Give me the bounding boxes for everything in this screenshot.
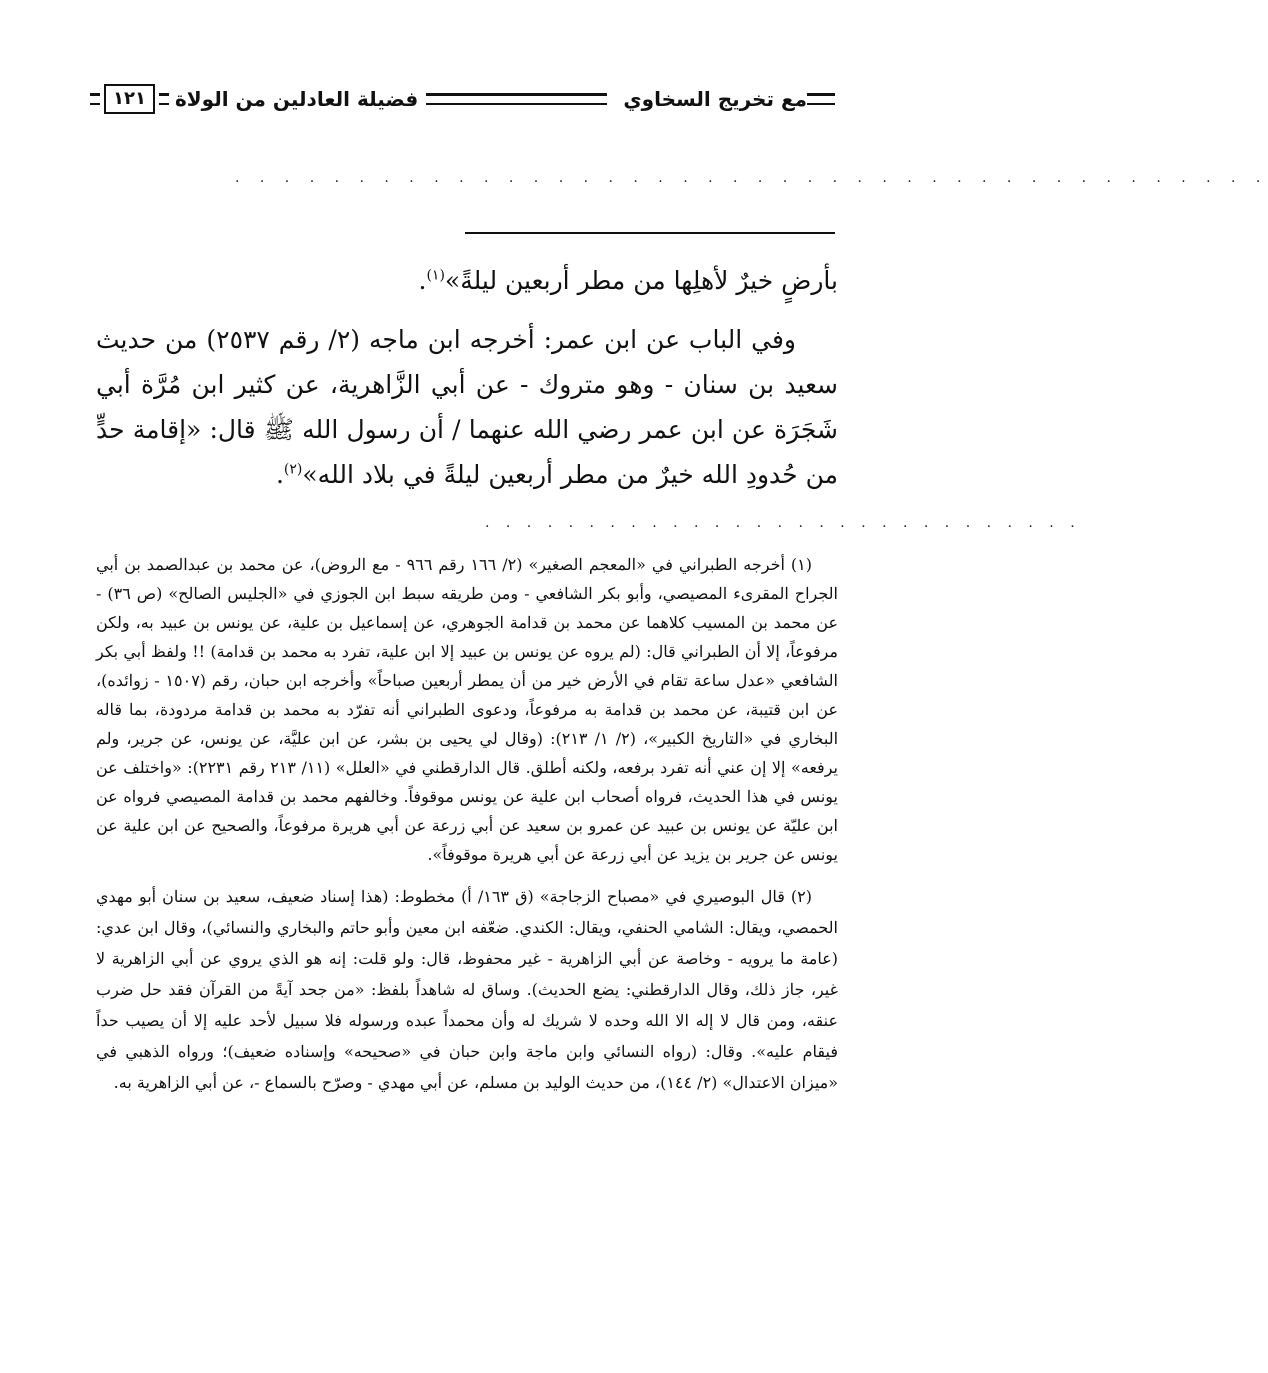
page-number: ١٢١ xyxy=(104,84,155,114)
section-separator xyxy=(465,232,835,234)
header-rule xyxy=(426,93,607,105)
header-section-title: فضيلة العادلين من الولاة xyxy=(174,87,419,111)
main-paragraph-1 xyxy=(96,258,838,303)
elision-dots-footnotes: . . . . . . . . . . . . . . . . . . . . . . . . . . . . . xyxy=(485,515,1081,531)
footnotes xyxy=(96,550,838,1098)
main-paragraph-2 xyxy=(96,317,838,497)
footnote-2: (٢) قال البوصيري في «مصباح الزجاجة» (ق ١٦٣/ أ) مخطوط: (هذا إسناد ضعيف، سعيد بن سنان أبو مهدي الحمصي، ويقال: الشامي الحنفي، ويقال: الكندي. ضعّفه ابن معين وأبو حاتم والبخاري والنسائي)، وقال ابن عدي: (عامة ما يرويه - وخاصة عن أبي الزاهرية - غير محفوظ، قال: ولو قلت: إنه هو الذي يروي عن أبي الزاهرية لا غير، جاز ذلك، وقال الدارقطني: يضع الحديث). وساق له شاهداً بلفظ: «من جحد آيةً من القرآن فقد حل ضرب عنقه، ومن قال لا إله الا الله وحده لا شريك له وأن محمداً عبده ورسوله فلا سبيل لأحد عليه إلا أن يصيب حداً فيقام عليه». وقال: (رواه النسائي وابن ماجة وابن حبان في «صحيحه» وإسناده ضعيف)؛ ورواه الذهبي في «ميزان الاعتدال» (٢/ ١٤٤)، من حديث الوليد بن مسلم، عن أبي مهدي - وصرّح بالسماع -، عن أبي الزاهرية به. xyxy=(96,887,839,1092)
footnote-1: (١) أخرجه الطبراني في «المعجم الصغير» (٢/ ١٦٦ رقم ٩٦٦ - مع الروض)، عن محمد بن عبدالصمد بن أبي الجراح المقرىء المصيصي، وأبو بكر الشافعي - ومن طريقه سبط ابن الجوزي في «الجليس الصالح» (ص ٣٦) - عن محمد بن المسيب كلاهما عن محمد بن قدامة الجوهري، عن إسماعيل بن علية، عن يونس بن عبيد به، ولكن مرفوعاً، إلا أن الطبراني قال: (لم يروه عن يونس بن عبيد إلا ابن علية، تفرد به محمد بن قدامة) !! ولفظ أبي بكر الشافعي «عدل ساعة تقام في الأرض خير من أن يمطر أربعين صباحاً» وأخرجه ابن حبان، رقم (١٥٠٧ - زوائده)، عن ابن قتيبة، عن محمد بن قدامة به مرفوعاً، ودعوى الطبراني أنه تفرّد به محمد بن قدامة مردودة، بما قاله البخاري في «التاريخ الكبير»، (٢/ ١/ ٢١٣): (وقال لي يحيى بن بشر، عن ابن عليَّة، عن يونس، عن جرير، ولم يرفعه» إلا إن عني أنه تفرد برفعه، ولكنه أطلق. قال الدارقطني في «العلل» (١١/ ٢١٣ رقم ٢٢٣١): «واختلف عن يونس في هذا الحديث، فرواه أصحاب ابن علية عن يونس موقوفاً. وخالفهم محمد بن قدامة المصيصي فرواه عن ابن عليّة عن يونس بن عبيد عن عمرو بن سعيد عن أبي زرعة عن أبي هريرة مرفوعاً، والصحيح عن ابن علية عن يونس عن جرير بن يزيد عن أبي زرعة عن أبي هريرة موقوفاً». xyxy=(96,555,839,864)
header-book-title: مع تخريج السخاوي xyxy=(623,87,807,111)
main-paragraph-2-text: وفي الباب عن ابن عمر: أخرجه ابن ماجه (٢/ رقم ٢٥٣٧) من حديث سعيد بن سنان - وهو متروك - عن أبي الزَّاهرية، عن كثير ابن مُرَّة أبي شَجَرَة عن ابن عمر رضي الله عنهما / أن رسول الله ﷺ قال: «إقامة حدٍّ من حُدودِ الله خيرٌ من مطر أربعين ليلةً في بلاد الله» xyxy=(96,325,838,489)
main-paragraph-1-text: بأرضٍ خيرٌ لأهلِها من مطر أربعين ليلةً» xyxy=(444,266,838,295)
header-ornament-left xyxy=(90,93,100,105)
elision-dots-top: . . . . . . . . . . . . . . . . . . . . . . . . . . . . . . . . . . . . . . . . . . xyxy=(235,170,1268,186)
main-text xyxy=(96,258,838,497)
main-paragraph-1-end: . xyxy=(418,266,427,295)
running-header xyxy=(90,82,835,116)
main-paragraph-2-end: . xyxy=(275,460,284,489)
header-ornament-mid xyxy=(159,93,169,105)
header-ornament-right xyxy=(807,93,835,105)
footnote-ref-1: (١) xyxy=(426,267,445,284)
footnote-ref-2: (٢) xyxy=(283,461,303,478)
